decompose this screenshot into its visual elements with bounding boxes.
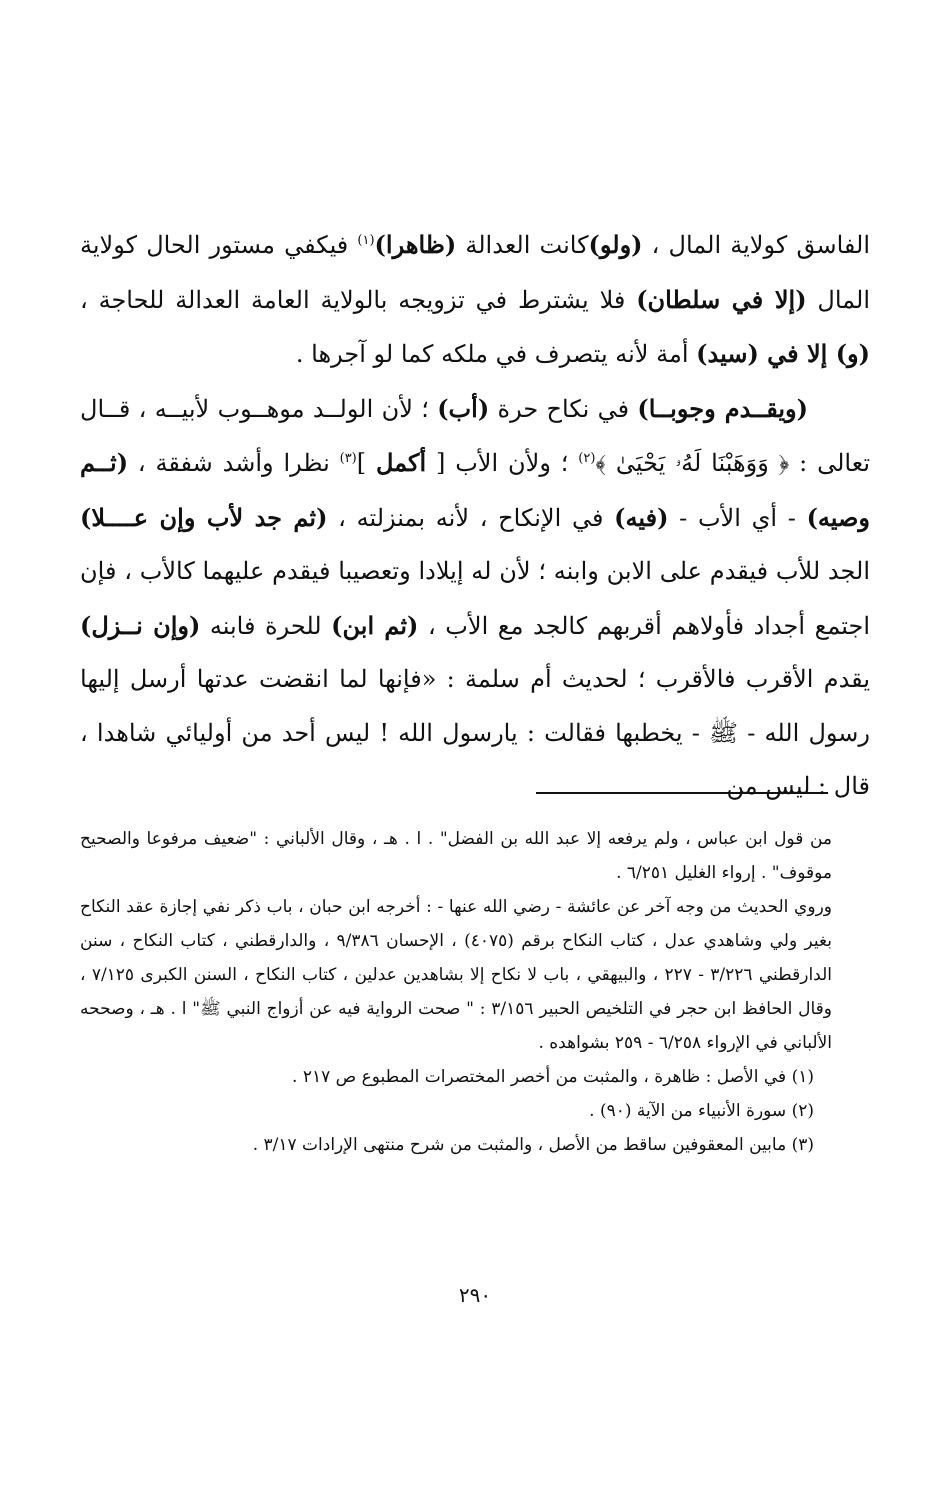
text-run: أمة لأنه يتصرف في ملكه كما لو آجرها .: [295, 340, 697, 368]
text-run: في الإنكاح ، لأنه بمنزلته ،: [327, 503, 615, 532]
footnote-ref-3[interactable]: (٣): [339, 451, 357, 466]
text-run: في نكاح حرة: [489, 394, 638, 423]
matn-bold: (ظاهرا): [374, 230, 457, 259]
text-run: ؛ ولأن الأب [: [426, 449, 579, 477]
text-run: - أي الأب -: [668, 503, 807, 532]
matn-bold: (ويقــدم وجوبــا): [637, 393, 809, 423]
page-number: ٢٩٠: [458, 1283, 492, 1307]
text-run: الفاسق كولاية المال ،: [642, 231, 870, 259]
main-text: [80, 218, 870, 814]
paragraph-2: [80, 382, 870, 814]
footnote-continuation-1: من قول ابن عباس ، ولم يرفعه إلا عبد الله بن الفضل" . ا . هـ ، وقال الألباني : "ضعيف مرفوعا والصحيح موقوف" . إرواء الغليل ٦/٢٥١ .: [80, 829, 832, 883]
matn-bold: أكمل: [375, 448, 427, 477]
text-run: كانت العدالة: [456, 231, 589, 259]
quran-verse: ﴿ وَوَهَبْنَا لَهُۥ يَحْيَىٰ ﴾: [595, 449, 790, 477]
footnote-2: (٢) سورة الأنبياء من الآية (٩٠) .: [589, 1101, 814, 1121]
matn-bold: (ثــم وصيه): [80, 448, 871, 532]
text-run: ]: [356, 449, 376, 477]
matn-bold: (فيه): [614, 502, 669, 532]
text-run: فيكفي مستور الحال كولاية المال: [80, 231, 871, 314]
text-run: نظرا وأشد شفقة ،: [128, 449, 340, 477]
text-run: ؛ لأن الولــد موهــوب لأبيــه ، قــال تعالى :: [80, 394, 870, 477]
footnote-divider: [536, 792, 828, 794]
footnote-3: (٣) مابين المعقوفين ساقط من الأصل ، والمثبت من شرح منتهى الإرادات ٣/١٧ .: [252, 1135, 814, 1155]
footnote-continuation-2: وروي الحديث من وجه آخر عن عائشة - رضي الله عنها - : أخرجه ابن حبان ، باب ذكر نفي إجازة عقد النكاح بغير ولي وشاهدي عدل ، كتاب النكاح برقم (٤٠٧٥) ، الإحسان ٩/٣٨٦ ، والدارقطني ، كتاب النكاح ، سنن الدارقطني ٣/٢٢٦ - ٢٢٧ ، والبيهقي ، باب لا نكاح إلا بشاهدين عدلين ، كتاب النكاح ، السنن الكبرى ٧/١٢٥ ، وقال الحافظ ابن حجر في التلخيص الحبير ٣/١٥٦ : " صحت الرواية فيه عن أزواج النبي ﷺ" ا . هـ ، وصححه الألباني في الإرواء ٦/٢٥٨ - ٢٥٩ بشواهده .: [80, 897, 833, 1053]
footnote-ref-1[interactable]: (١): [357, 233, 375, 248]
matn-bold: (إلا في سلطان): [636, 284, 807, 314]
matn-bold: (ثم ابن): [331, 610, 419, 640]
matn-bold: (ثم جد لأب وإن عــــلا): [80, 502, 328, 532]
text-run: الجد للأب فيقدم على الابن وابنه ؛ لأن له إيلادا وتعصيبا فيقدم عليهما كالأب ، فإن اجتمع أجداد فأولاهم أقربهم كالجد مع الأب ،: [80, 557, 871, 640]
footnote-1: (١) في الأصل : ظاهرة ، والمثبت من أخصر المختصرات المطبوع ص ٢١٧ .: [292, 1067, 814, 1087]
footnotes: [80, 822, 832, 1162]
text-run: فلا يشترط في تزويجه بالولاية العامة العدالة للحاجة ،: [80, 285, 637, 314]
footnote-ref-2[interactable]: (٢): [578, 451, 596, 466]
text-run: يقدم الأقرب فالأقرب ؛ لحديث أم سلمة : «فإنها لما انقضت عدتها أرسل إليها رسول الله - ﷺ - يخطبها فقالت : يارسول الله ! ليس أحد من أوليائي شاهدا ، قال : ليس من: [80, 665, 870, 800]
text-run: للحرة فابنه: [200, 611, 332, 640]
matn-bold: (أب): [437, 393, 490, 423]
matn-bold: (وإن نــزل): [80, 610, 201, 640]
matn-bold: (و) إلا في (سيد): [696, 339, 870, 368]
paragraph-1: [80, 218, 870, 382]
matn-bold: (ولو): [588, 230, 643, 259]
